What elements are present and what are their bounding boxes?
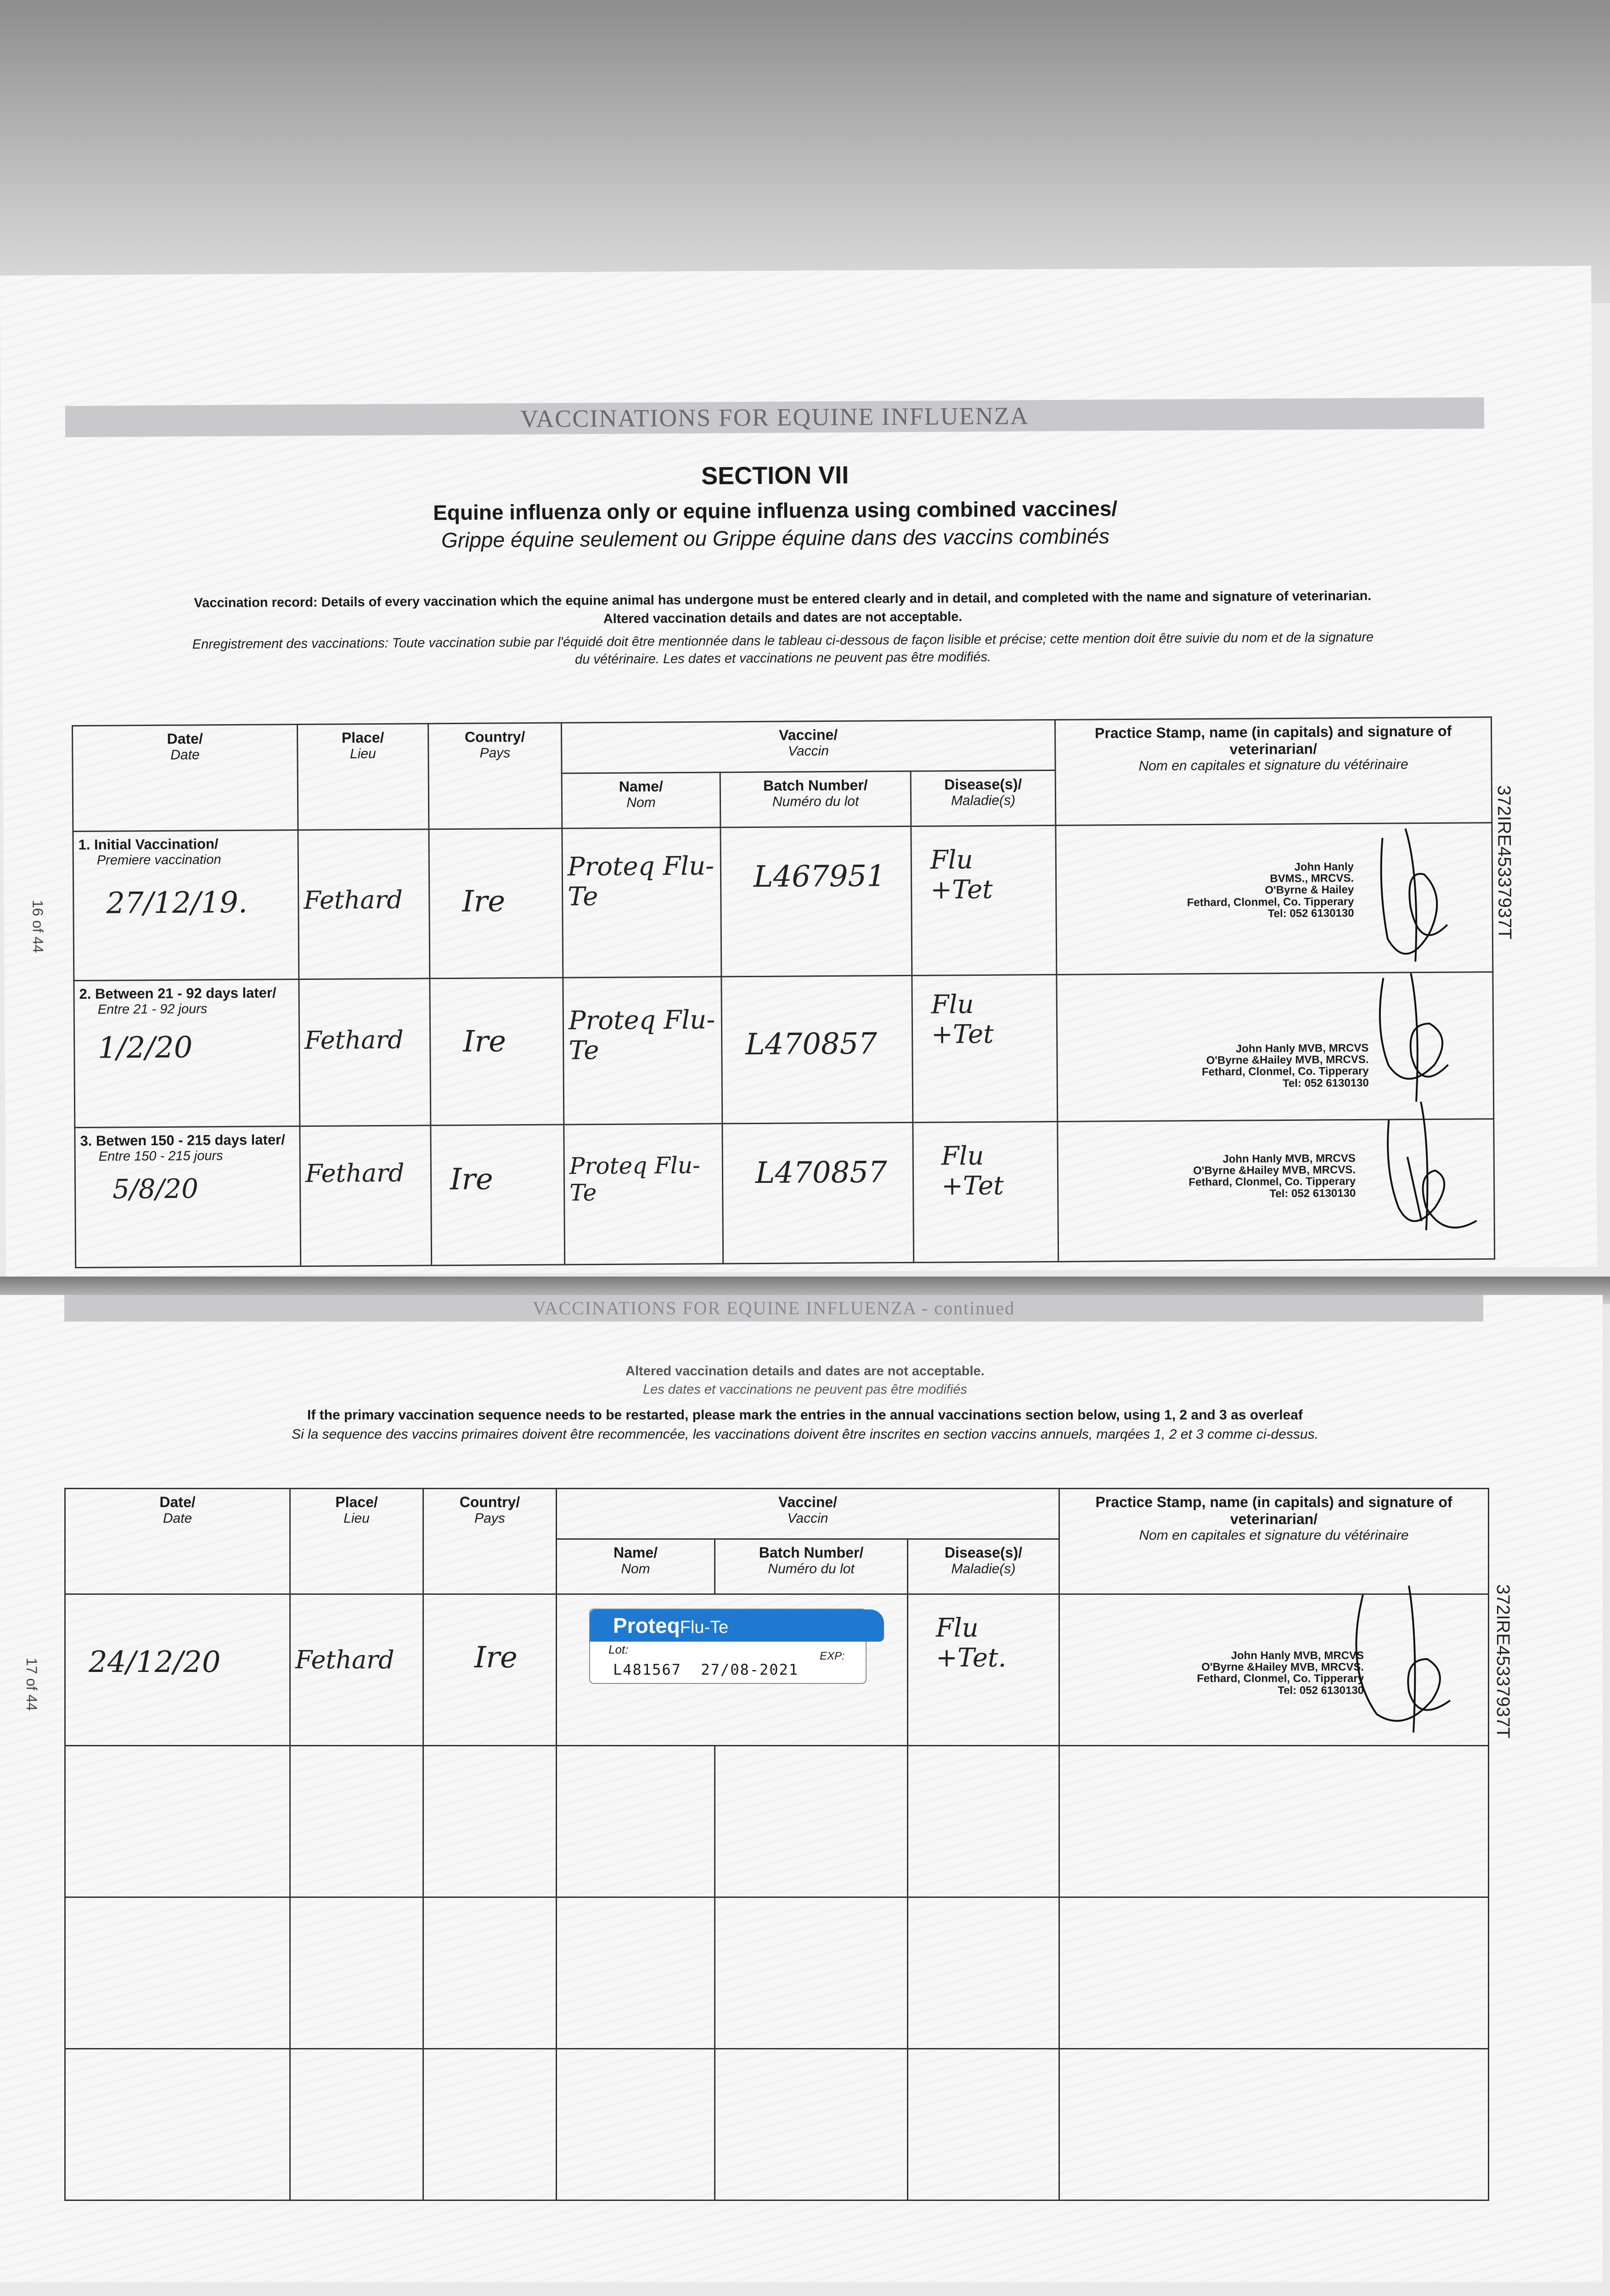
sticker-values: L481567 27/08-2021 — [613, 1661, 799, 1678]
altered-notice-en: Altered vaccination details and dates are not acceptable. — [625, 1364, 985, 1379]
table-row — [65, 1594, 1489, 1746]
section-title: SECTION VII — [701, 461, 849, 490]
header-practice-stamp: Practice Stamp, name (in capitals) and signature of veterinarian/ Nom en capitales et signature du vétérinaire — [1059, 1489, 1489, 1594]
country-cell: Ire — [431, 1125, 565, 1266]
practice-stamp-cell — [1058, 1119, 1495, 1262]
disease-cell: Flu +Tet — [913, 1121, 1058, 1262]
disease-cell: Flu +Tet. — [908, 1594, 1059, 1746]
empty-cell — [715, 1746, 908, 1897]
header-vaccine: Vaccine/ Vaccin — [557, 1489, 1059, 1539]
header-vaccine-name: Name/ Nom — [562, 772, 721, 828]
restart-instructions-en: If the primary vaccination sequence needs to be restarted, please mark the entries in the annual vaccinations section below, using 1, 2 and 3 as overleaf — [307, 1407, 1303, 1423]
page-number: 16 of 44 — [29, 900, 47, 953]
table-row-empty — [65, 1897, 1489, 2049]
sticker-lot-caption: Lot: — [608, 1643, 629, 1656]
vet-stamp: John Hanly BVMS., MRCVS. O'Byrne & Hailey Fethard, Clonmel, Co. Tipperary Tel: 052 6130130 — [1187, 861, 1354, 920]
vet-signature — [1326, 1586, 1478, 1742]
table-row — [75, 1119, 1495, 1268]
table-row — [74, 972, 1494, 1128]
vaccine-name-cell: Proteq Flu-Te — [564, 1124, 723, 1265]
disease-cell: Flu +Tet — [912, 974, 1058, 1122]
empty-cell — [423, 2049, 557, 2200]
date-cell: 2. Between 21 - 92 days later/ Entre 21 - 92 jours 1/2/20 — [74, 979, 300, 1128]
empty-cell — [65, 2049, 290, 2200]
horse-id-side: 372IRE45337937T — [1493, 1584, 1513, 1739]
country-cell: Ire — [429, 828, 563, 979]
altered-notice-en: Altered vaccination details and dates are not acceptable. — [603, 609, 963, 626]
empty-cell — [290, 2049, 423, 2200]
date-cell: 1. Initial Vaccination/ Premiere vaccination 27/12/19. — [73, 830, 299, 981]
empty-cell — [423, 1746, 557, 1897]
header-vaccine-name: Name/ Nom — [557, 1539, 715, 1594]
country-cell: Ire — [423, 1594, 557, 1746]
header-batch-number: Batch Number/ Numéro du lot — [715, 1539, 908, 1594]
vet-stamp: John Hanly MVB, MRCVS O'Byrne &Hailey MVB, MRCVS. Fethard, Clonmel, Co. Tipperary Tel: 052 6130130 — [1201, 1041, 1369, 1090]
subtitle-fr: Grippe équine seulement ou Grippe équine dans des vaccins combinés — [441, 524, 1110, 552]
vet-stamp: John Hanly MVB, MRCVS O'Byrne &Hailey MVB, MRCVS. Fethard, Clonmel, Co. Tipperary Tel: 052 6130130 — [1188, 1152, 1356, 1200]
date-value: 1/2/20 — [98, 1030, 193, 1065]
header-place: Place/ Lieu — [290, 1489, 423, 1594]
header-batch-number: Batch Number/ Numéro du lot — [720, 771, 911, 827]
place-cell: Fethard — [298, 829, 430, 979]
vaccination-table-continued — [64, 1488, 1489, 2201]
empty-cell — [557, 1746, 715, 1897]
header-country: Country/ Pays — [423, 1489, 557, 1594]
horse-id-side: 372IRE45337937T — [1493, 785, 1515, 940]
table-row-empty — [65, 2049, 1489, 2200]
subtitle-en: Equine influenza only or equine influenza using combined vaccines/ — [433, 496, 1118, 525]
country-cell: Ire — [430, 978, 564, 1125]
batch-cell: L470857 — [722, 1122, 914, 1264]
vet-signature — [1361, 1101, 1491, 1249]
vaccination-table-primary — [72, 716, 1495, 1268]
place-cell: Fethard — [299, 979, 431, 1126]
table-row — [73, 823, 1493, 981]
header-date: Date/ Date — [65, 1489, 290, 1594]
vet-signature — [1350, 819, 1470, 976]
header-date: Date/ Date — [72, 725, 298, 832]
batch-cell: L467951 — [721, 826, 912, 977]
table-row-empty — [65, 1746, 1489, 1897]
date-value: 27/12/19. — [106, 885, 248, 921]
batch-cell: L470857 — [721, 975, 913, 1124]
disease-cell: Flu +Tet — [911, 825, 1057, 975]
altered-notice-fr: Les dates et vaccinations ne peuvent pas être modifiés — [642, 1382, 968, 1397]
place-cell: Fethard — [290, 1594, 423, 1746]
record-instructions-en: Vaccination record: Details of every vaccination which the equine animal has undergone must be entered clearly and in detail, and completed with the name and signature of veterinarian. — [194, 588, 1372, 611]
empty-cell — [557, 1897, 715, 2049]
practice-stamp-cell — [1059, 1594, 1489, 1746]
page-number: 17 of 44 — [23, 1658, 40, 1711]
date-cell: 3. Betwen 150 - 215 days later/ Entre 150 - 215 jours 5/8/20 — [75, 1126, 301, 1268]
date-value: 5/8/20 — [112, 1173, 199, 1205]
empty-cell — [423, 1897, 557, 2049]
sticker-brand: ProteqFlu-Te — [590, 1609, 884, 1642]
vet-stamp: John Hanly MVB, MRCVS O'Byrne &Hailey MVB, MRCVS. Fethard, Clonmel, Co. Tipperary Tel: 052 6130130 — [1197, 1649, 1364, 1697]
empty-cell — [290, 1746, 423, 1897]
page-16 — [0, 266, 1597, 1277]
vaccine-name-cell: Proteq Flu-Te — [563, 977, 722, 1125]
vaccine-batch-sticker — [589, 1609, 867, 1684]
vet-signature — [1342, 973, 1481, 1111]
empty-cell — [715, 1897, 908, 2049]
empty-cell — [908, 1746, 1059, 1897]
header-vaccine: Vaccine/ Vaccin — [561, 720, 1055, 773]
restart-instructions-fr: Si la sequence des vaccins primaires doivent être recommencée, les vaccinations doivent être inscrites en section vaccins annuels, marqées 1, 2 et 3 comme ci-dessus. — [291, 1427, 1319, 1442]
sticker-exp-caption: EXP: — [820, 1650, 845, 1662]
record-instructions-fr-2: du vétérinaire. Les dates et vaccinations ne peuvent pas être modifiés. — [575, 649, 991, 667]
practice-stamp-cell — [1056, 823, 1493, 975]
empty-cell — [557, 2049, 715, 2200]
header-disease: Disease(s)/ Maladie(s) — [908, 1539, 1059, 1594]
empty-cell — [1059, 2049, 1489, 2200]
header-place: Place/ Lieu — [297, 724, 428, 830]
empty-cell — [1059, 1746, 1489, 1897]
scanner-background — [0, 0, 1610, 303]
practice-stamp-cell — [1057, 972, 1494, 1122]
header-practice-stamp: Practice Stamp, name (in capitals) and signature of veterinarian/ Nom en capitales et signature du vétérinaire — [1055, 717, 1492, 826]
empty-cell — [1059, 1897, 1489, 2049]
empty-cell — [908, 1897, 1059, 2049]
page-17 — [0, 1295, 1603, 2282]
empty-cell — [908, 2049, 1059, 2200]
empty-cell — [65, 1897, 290, 2049]
empty-cell — [715, 2049, 908, 2200]
empty-cell — [290, 1897, 423, 2049]
vaccine-name-cell: Proteq Flu-Te — [562, 827, 721, 978]
place-cell: Fethard — [300, 1125, 432, 1266]
record-instructions-fr: Enregistrement des vaccinations: Toute vaccination subie par l'équidé doit être mentionnée dans le tableau ci-dessous de façon lisible et précise; cette mention doit être suivie du nom et de la signature — [192, 630, 1374, 652]
section-banner: VACCINATIONS FOR EQUINE INFLUENZA — [65, 397, 1484, 437]
section-banner-continued: VACCINATIONS FOR EQUINE INFLUENZA - continued — [64, 1295, 1483, 1322]
header-disease: Disease(s)/ Maladie(s) — [911, 770, 1056, 826]
header-country: Country/ Pays — [428, 723, 562, 829]
vaccine-label-cell — [557, 1594, 908, 1746]
date-cell: 24/12/20 — [65, 1594, 290, 1746]
empty-cell — [65, 1746, 290, 1897]
